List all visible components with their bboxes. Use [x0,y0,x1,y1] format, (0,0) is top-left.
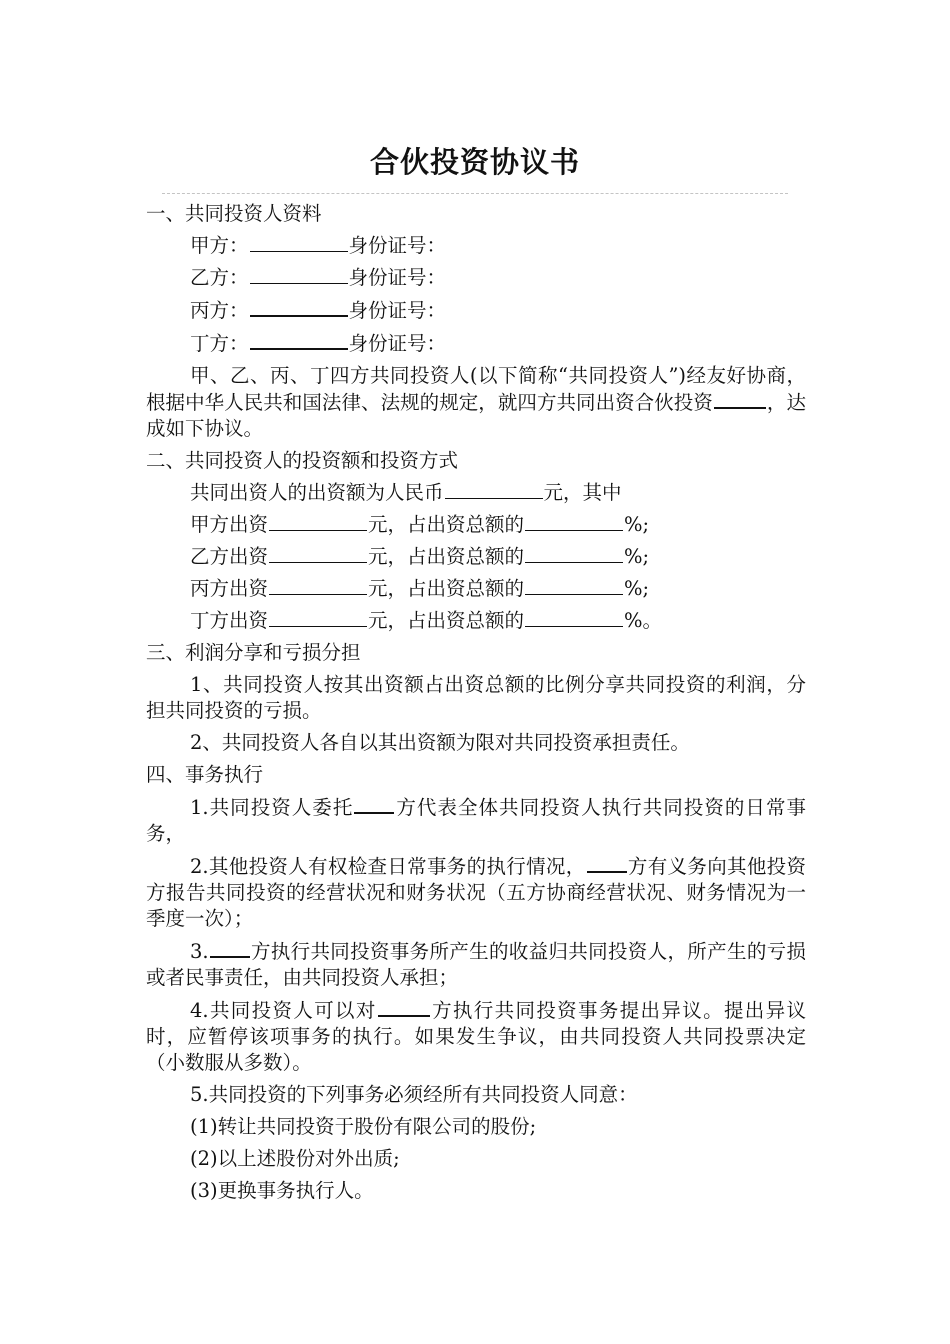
executing-party-blank[interactable] [210,938,250,958]
party-d-percent-blank[interactable] [525,608,623,627]
percent-text: %; [624,513,650,536]
party-c-name-blank[interactable] [250,297,348,317]
party-c-label: 丙方： [190,299,249,322]
section-heading-3: 三、利润分享和亏损分担 [146,641,361,664]
reporting-party-blank[interactable] [587,853,627,873]
consent-item-1: (1)转让共同投资于股份有限公司的股份; [190,1115,537,1138]
party-d-label: 丁方： [190,332,249,355]
party-d-amount-blank[interactable] [269,608,367,627]
clause-text: 3. [190,940,209,963]
percent-text: %; [624,545,650,568]
total-text-2: 元，其中 [543,481,622,504]
total-text-1: 共同出资人的出资额为人民币 [190,481,444,504]
party-a-investment-label: 甲方出资 [190,513,269,536]
profit-sharing-clause: 1、共同投资人按其出资额占出资总额的比例分享共同投资的利润，分担共同投资的亏损。 [146,673,806,722]
party-d-investment-line [146,608,806,634]
id-label: 身份证号： [348,299,447,322]
party-b-label: 乙方： [190,266,249,289]
party-a-investment-line [146,512,806,538]
clause-text: 方代表全体共同投资人执行共同投资的日常事务， [146,796,806,845]
percent-text: %。 [624,609,663,632]
id-label: 身份证号： [348,266,447,289]
id-label: 身份证号： [348,332,447,355]
execution-clause-5: 5.共同投资的下列事务必须经所有共同投资人同意： [190,1083,638,1106]
percent-text: %; [624,577,650,600]
title-divider [162,193,788,194]
party-c-investment-label: 丙方出资 [190,577,269,600]
party-b-percent-blank[interactable] [525,544,623,563]
party-a-amount-blank[interactable] [269,512,367,531]
party-a-name-blank[interactable] [250,233,348,252]
execution-clause-3 [146,938,806,991]
consent-item-3: (3)更换事务执行人。 [190,1179,374,1202]
party-c-percent-blank[interactable] [525,576,623,595]
yuan-share-text: 元，占出资总额的 [368,609,525,632]
party-b-investment-line [146,544,806,570]
intro-text-2: ，达成如下协议。 [146,391,806,440]
execution-clause-2 [146,853,806,932]
party-a-label: 甲方： [190,234,249,257]
clause-text: 方执行共同投资事务所产生的收益归共同投资人，所产生的亏损或者民事责任，由共同投资人承担； [146,940,806,989]
clause-text: 4.共同投资人可以对 [190,999,377,1022]
investment-project-blank[interactable] [714,389,766,409]
party-c-investment-line [146,576,806,602]
delegate-party-blank[interactable] [354,794,394,814]
party-a-percent-blank[interactable] [525,512,623,531]
intro-paragraph [146,363,806,442]
clause-text: 2.其他投资人有权检查日常事务的执行情况， [190,855,586,878]
party-d-line [146,330,806,357]
section-heading-1: 一、共同投资人资料 [146,202,322,225]
party-b-amount-blank[interactable] [269,544,367,563]
party-b-line [146,265,806,291]
yuan-share-text: 元，占出资总额的 [368,513,525,536]
clause-text: 方执行共同投资事务提出异议。提出异议时，应暂停该项事务的执行。如果发生争议，由共同投资人共同投票决定（小数服从多数）。 [146,999,806,1074]
document-body [146,201,806,1210]
party-a-line [146,233,806,259]
party-d-name-blank[interactable] [250,330,348,350]
execution-clause-4 [146,997,806,1076]
yuan-share-text: 元，占出资总额的 [368,545,525,568]
id-label: 身份证号： [348,234,447,257]
section-heading-2: 二、共同投资人的投资额和投资方式 [146,449,459,472]
clause-text: 方有义务向其他投资方报告共同投资的经营状况和财务状况（五方协商经营状况、财务情况为一季度一次）； [146,855,806,930]
party-c-line [146,297,806,324]
yuan-share-text: 元，占出资总额的 [368,577,525,600]
consent-item-2: (2)以上述股份对外出质; [190,1147,400,1170]
intro-text-1: 甲、乙、丙、丁四方共同投资人(以下简称“共同投资人”)经友好协商，根据中华人民共和国法律、法规的规定，就四方共同出资合伙投资 [146,364,806,414]
party-d-investment-label: 丁方出资 [190,609,269,632]
execution-clause-1 [146,794,806,847]
total-investment-line [146,480,806,506]
party-b-investment-label: 乙方出资 [190,545,269,568]
total-amount-blank[interactable] [445,480,543,499]
liability-clause: 2、共同投资人各自以其出资额为限对共同投资承担责任。 [190,731,690,754]
party-c-amount-blank[interactable] [269,576,367,595]
section-heading-4: 四、事务执行 [146,763,264,786]
party-b-name-blank[interactable] [250,265,348,284]
clause-text: 1.共同投资人委托 [190,796,354,819]
objection-party-blank[interactable] [378,997,430,1017]
document-title: 合伙投资协议书 [369,145,580,179]
